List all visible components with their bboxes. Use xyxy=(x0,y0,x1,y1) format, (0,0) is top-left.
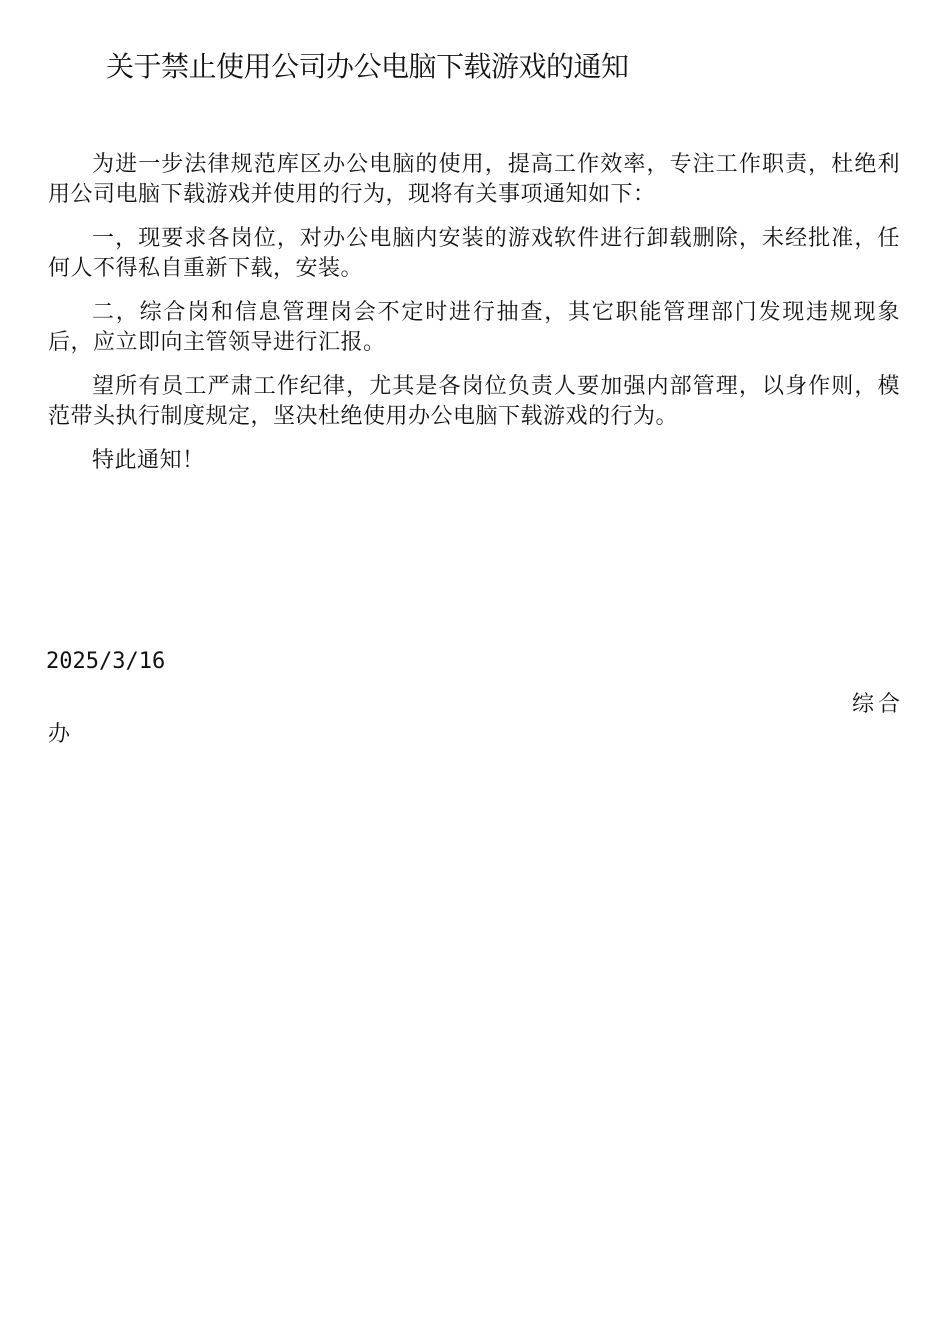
paragraph-notice-end: 特此通知！ xyxy=(92,448,205,473)
document-date: 2025/3/16 xyxy=(46,649,166,674)
paragraph-item-1: 一，现要求各岗位，对办公电脑内安装的游戏软件进行卸载删除，未经批准，任何人不得私自重新下载，安装。 xyxy=(48,226,900,281)
document-title: 关于禁止使用公司办公电脑下载游戏的通知 xyxy=(106,50,629,83)
document-signature xyxy=(48,690,904,750)
paragraph-intro: 为进一步法律规范库区办公电脑的使用，提高工作效率，专注工作职责，杜绝利用公司电脑下载游戏并使用的行为，现将有关事项通知如下： xyxy=(48,152,900,207)
paragraph-closing: 望所有员工严肃工作纪律，尤其是各岗位负责人要加强内部管理，以身作则，模范带头执行制度规定，坚决杜绝使用办公电脑下载游戏的行为。 xyxy=(48,374,900,429)
document-body xyxy=(48,150,900,490)
paragraph-item-2: 二，综合岗和信息管理岗会不定时进行抽查，其它职能管理部门发现违规现象后，应立即向主管领导进行汇报。 xyxy=(48,300,900,355)
signature-line-2: 办 xyxy=(48,722,71,747)
signature-line-1: 综合 xyxy=(851,692,904,717)
